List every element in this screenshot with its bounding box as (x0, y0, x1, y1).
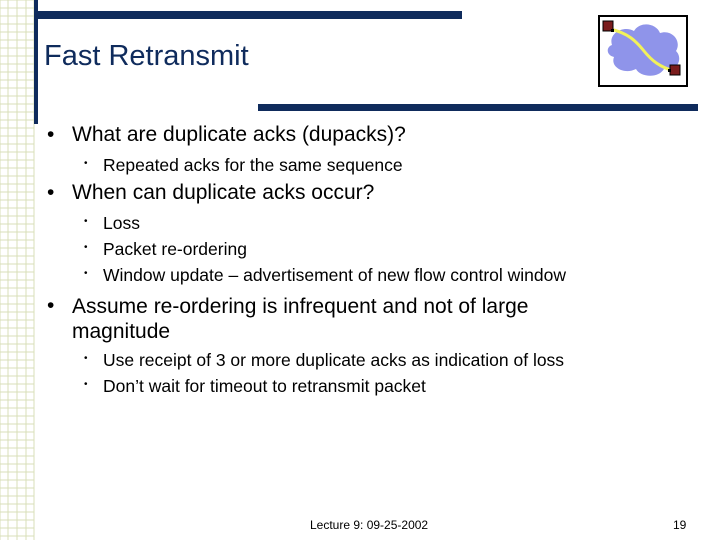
bullet-marker: • (84, 268, 88, 279)
bullet-text: Window update – advertisement of new flow control window (103, 265, 567, 285)
bullet-text: Packet re-ordering (103, 239, 247, 259)
bullet-marker: • (47, 123, 55, 146)
bullet-text: Assume re-ordering is infrequent and not of large magnitude (72, 295, 529, 343)
bullet-marker: • (84, 379, 88, 390)
bullet-marker: • (84, 158, 88, 169)
bullet-text: What are duplicate acks (dupacks)? (72, 123, 406, 146)
bullet-text: When can duplicate acks occur? (72, 181, 375, 204)
bullet-text: Loss (103, 213, 140, 233)
bullet-text: Don’t wait for timeout to retransmit packet (103, 376, 426, 396)
bullet-marker: • (47, 181, 55, 204)
page-number: 19 (673, 518, 687, 532)
bullet-marker: • (47, 294, 55, 317)
slide-title: Fast Retransmit (44, 40, 249, 72)
bullet-marker: • (84, 242, 88, 253)
bullet-text: Use receipt of 3 or more duplicate acks as indication of loss (103, 350, 565, 370)
bullet-text: Repeated acks for the same sequence (103, 155, 403, 175)
bullet-marker: • (84, 353, 88, 364)
footer-lecture-label: Lecture 9: 09-25-2002 (310, 518, 429, 532)
bullet-marker: • (84, 216, 88, 227)
